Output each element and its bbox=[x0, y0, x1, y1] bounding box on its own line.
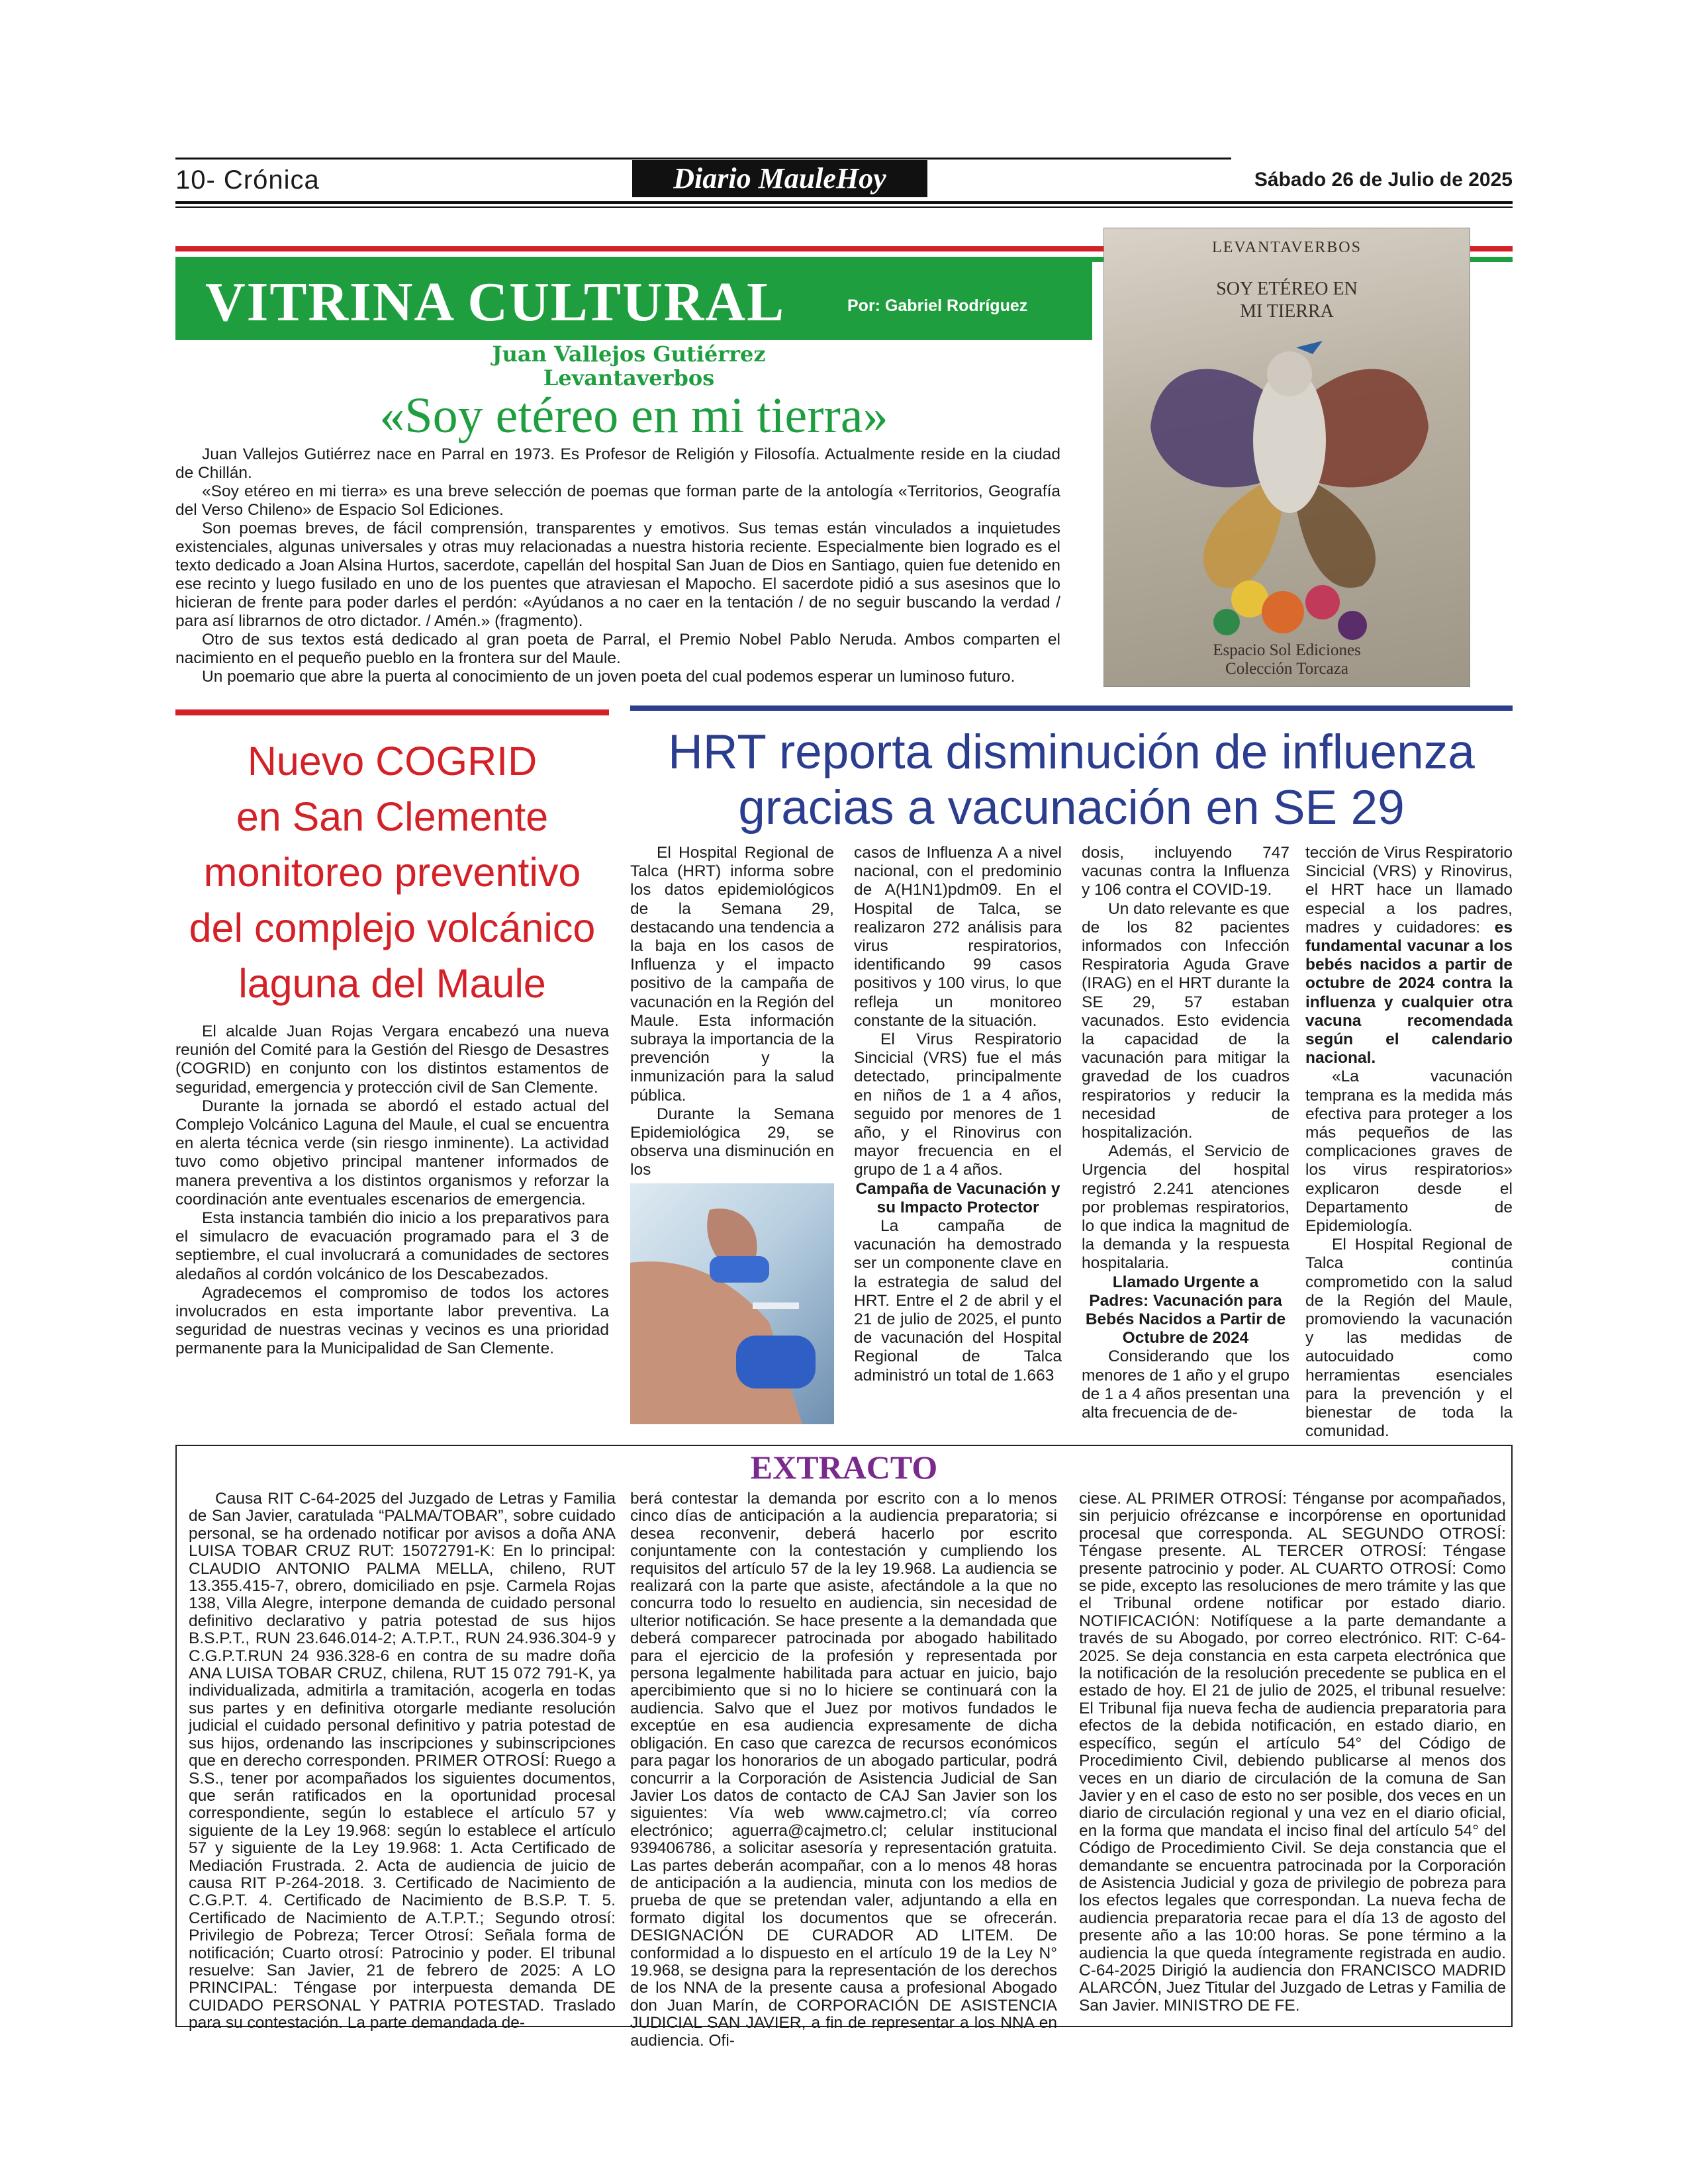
paragraph: Otro de sus textos está dedicado al gran poeta de Parral, el Premio Nobel Pablo Neruda. Ambos comparten el nacimiento en el pequeño pueblo en la frontera sur del Maule. bbox=[175, 631, 1060, 667]
book-author: Juan Vallejos Gutiérrez bbox=[492, 341, 766, 367]
headline-line: Nuevo COGRID bbox=[247, 739, 538, 784]
cogrid-article-body bbox=[175, 1023, 609, 1359]
book-title: «Soy etéreo en mi tierra» bbox=[379, 388, 888, 443]
header-bottom-rule bbox=[175, 201, 1513, 204]
extracto-column-2 bbox=[630, 1490, 1057, 2050]
paragraph: Un dato relevante es que de los 82 pacientes informados con Infección Respiratoria Aguda Grave (IRAG) en el HRT durante la SE 29, 57 estaban vacunados. Esto evidencia la capacidad de la vacunación para mitigar la gravedad de los cuadros respiratorios y reducir la necesidad de hospitalización. bbox=[1082, 899, 1289, 1142]
paragraph: Un poemario que abre la puerta al conocimiento de un joven poeta del cual podemos esperar un luminoso futuro. bbox=[202, 668, 1015, 686]
hrt-column-4 bbox=[1305, 844, 1513, 1441]
paragraph: El Virus Respiratorio Sincicial (VRS) fue el más detectado, principalmente en niños de 1 a 4 años, seguido por menores de 1 año, y el Rinovirus con mayor frecuencia en el grupo de 1 a 4 años. bbox=[854, 1030, 1062, 1179]
header-top-rule bbox=[175, 158, 1231, 159]
cover-collection: Colección Torcaza bbox=[1225, 660, 1348, 678]
vitrina-article-body bbox=[175, 445, 1060, 686]
paragraph: Durante la jornada se abordó el estado actual del Complejo Volcánico Laguna del Maule, el cual se encuentra en alerta técnica verde (sin riesgo inminente). La actividad tuvo como objetivo principal mantener informados de manera preventiva a los distintos organismos y reforzar la coordinación ante eventuales escenarios de emergencia. bbox=[175, 1097, 609, 1208]
headline-line: en San Clemente bbox=[236, 794, 549, 839]
tricolor-bar-top bbox=[175, 246, 1235, 262]
legal-text: Causa RIT C-64-2025 del Juzgado de Letras y Familia de San Javier, caratulada “PALMA/TOBAR”, sobre cuidado personal, se ha ordenado notificar por avisos a doña ANA LUISA TOBAR CRUZ RUT: 15072791-K: En lo principal: CLAUDIO ANTONIO PALMA MELLA, chileno, RUT 13.355.415-7, obrero, domiciliado en psje. Carmela Rojas 138, Villa Alegre, interpone demanda de cuidado personal definitivo declarativo y patria potestad de sus hijos B.S.P.T., RUN 23.646.014-2; A.T.P.T., RUN 24.936.304-9 y C.G.P.T.RUN 24 936.328-6 en contra de su madre doña ANA LUISA TOBAR CRUZ, chilena, RUT 15 072 791-K, ya individualizada, admitirla a tramitación, acogerla en todas sus partes y en definitiva otorgarle mediante resolución judicial el cuidado personal definitivo y patria potestad de sus hijos, ordenando las inscripciones y subinscripciones que en derecho corresponden. PRIMER OTROSÍ: Ruego a S.S., tener por acompañados los siguientes documentos, que serán ratificados en la oportunidad procesal correspondiente, según lo establece el artículo 57 y siguiente de la Ley 19.968: según lo establece el artículo 57 y siguiente de la Ley 19.968: 1. Acta Certificado de Mediación Frustrada. 2. Acta de audiencia de juicio de causa RIT P-264-2018. 3. Certificado de Nacimiento de C.G.P.T. 4. Certificado de Nacimiento de B.S.P. T. 5. Certificado de Nacimiento de A.T.P.T.; Segundo otrosí: Privilegio de Pobreza; Tercer Otrosí: Señala forma de notificación; Cuarto otrosí: Patrocinio y poder. El tribunal resuelve: San Javier, 21 de febrero de 2025: A LO PRINCIPAL: Téngase por interpuesta demanda DE CUIDADO PERSONAL Y PATRIA POTESTAD. Traslado para su contestación. La parte demandada de- bbox=[189, 1490, 616, 2032]
paragraph: Juan Vallejos Gutiérrez nace en Parral en 1973. Es Profesor de Religión y Filosofía. Actualmente reside en la ciudad de Chillán. bbox=[175, 445, 1060, 482]
paragraph: «Soy etéreo en mi tierra» es una breve selección de poemas que forman parte de la antología «Territorios, Geografía del Verso Chileno» de Espacio Sol Ediciones. bbox=[175, 482, 1060, 519]
section-label: 10- Crónica bbox=[175, 165, 320, 195]
paragraph bbox=[1305, 844, 1513, 1068]
byline: Por: Gabriel Rodríguez bbox=[847, 296, 1028, 315]
hrt-column-1 bbox=[630, 844, 834, 1180]
header-bottom-rule-2 bbox=[175, 206, 1513, 208]
vaccination-illustration bbox=[630, 1183, 834, 1424]
cover-title-line: MI TIERRA bbox=[1240, 301, 1334, 322]
headline-line: laguna del Maule bbox=[238, 961, 546, 1006]
book-cover-image bbox=[1103, 228, 1470, 687]
cogrid-top-rule bbox=[175, 709, 609, 715]
subheading: Llamado Urgente a Padres: Vacunación para Bebés Nacidos a Partir de Octubre de 2024 bbox=[1085, 1273, 1286, 1347]
cover-title-line: SOY ETÉREO EN bbox=[1216, 279, 1358, 299]
section-title: VITRINA CULTURAL bbox=[205, 271, 786, 333]
masthead-logo: Diario MauleHoy bbox=[632, 160, 927, 197]
paragraph: Además, el Servicio de Urgencia del hospital registró 2.241 atenciones por problemas respiratorios, lo que indica la magnitud de la demanda y la respuesta hospitalaria. bbox=[1082, 1142, 1289, 1273]
paragraph: La campaña de vacunación ha demostrado ser un componente clave en la estrategia de salud del HRT. Entre el 2 de abril y el 21 de julio de 2025, el punto de vacunación del Hospital Regional de Talca administró un total de 1.663 bbox=[854, 1217, 1062, 1385]
paragraph: casos de Influenza A a nivel nacional, con el predominio de A(H1N1)pdm09. En el Hospital de Talca, se realizaron 272 análisis para virus respiratorios, identificando 99 casos positivos y 100 virus, lo que refleja un monitoreo constante de la situación. bbox=[854, 844, 1062, 1030]
extracto-column-1 bbox=[189, 1490, 616, 2032]
emphasis-text: es fundamental vacunar a los bebés nacidos a partir de octubre de 2024 contra la influenza y cualquier otra vacuna recomendada según el calendario nacional. bbox=[1305, 918, 1513, 1068]
paragraph-text: tección de Virus Respiratorio Sincicial (VRS) y Rinovirus, el HRT hace un llamado especial a los padres, madres y cuidadores: bbox=[1305, 844, 1513, 936]
paragraph: El Hospital Regional de Talca continúa comprometido con la salud de la Región del Maule, promoviendo la vacunación y las medidas de autocuidado como herramientas esenciales para la prevención y el bienestar de toda la comunidad. bbox=[1305, 1236, 1513, 1441]
legal-text: ciese. AL PRIMER OTROSÍ: Ténganse por acompañados, sin perjuicio ofrézcanse e incorpórense en oportunidad procesal que corresponda. AL SEGUNDO OTROSÍ: Téngase presente. AL TERCER OTROSÍ: Téngase presente patrocinio y poder. AL CUARTO OTROSÍ: Como se pide, excepto las resoluciones de mero trámite y las que el Tribunal ordene notificar por estado diario. NOTIFICACIÓN: Notifíquese a la parte demandante a través de su Abogado, por correo electrónico. RIT: C-64-2025. Se deja constancia en esta carpeta electrónica que la notificación de la resolución precedente se publica en el estado de hoy. El 21 de julio de 2025, el tribunal resuelve: El Tribunal fija nueva fecha de audiencia preparatoria para efectos de la debida notificación, en estado diario, en específico, según el artículo 54° del Código de Procedimiento Civil, debiendo publicarse al menos dos veces en un diario de circulación de la comuna de San Javier y en el caso de esto no ser posible, dos veces en un diario de circulación regional y una vez en el diario oficial, en la forma que mandata el inciso final del artículo 54° del Código de Procedimiento Civil. Se deja constancia que el demandante se encuentra patrocinada por la Corporación de Asistencia Judicial y goza de privilegio de pobreza para los efectos legales que correspondan. La nueva fecha de audiencia preparatoria recae para el día 13 de agosto del presente año a las 10:00 horas. Se pone término a la audiencia la que queda íntegramente registrada en audio. C-64-2025 Dirigió la audiencia don FRANCISCO MADRID ALARCÓN, Juez Titular del Juzgado de Letras y Familia de San Javier. MINISTRO DE FE. bbox=[1079, 1490, 1506, 2015]
legal-text: berá contestar la demanda por escrito con a lo menos cinco días de anticipación a la audiencia preparatoria; si desea reconvenir, deberá hacerlo por escrito conjuntamente con la contestación y cumpliendo los requisitos del artículo 57 de la ley 19.968. La audiencia se realizará con la parte que asiste, afectándole a la que no concurra todo lo resuelto en audiencia, sin necesidad de ulterior notificación. Se hace presente a la demandada que deberá comparecer patrocinada por abogado habilitado para el ejercicio de la profesión y representada por persona legalmente habilitada para actuar en juicio, bajo apercibimiento que si no lo hiciere se continuará con la audiencia. Salvo que el Juez por motivos fundados le exceptúe en esa audiencia expresamente de dicha obligación. En caso que carezca de recursos económicos para pagar los honorarios de un abogado particular, podrá concurrir a la Corporación de Asistencia Judicial de San Javier Los datos de contacto de CAJ San Javier son los siguientes: Vía web www.cajmetro.cl; vía correo electrónico; aguerra@cajmetro.cl; celular institucional 939406786, a solicitar asesoría y representación gratuita. Las partes deberán acompañar, con a lo menos 48 horas de anticipación a la audiencia, minuta con los medios de prueba de que se pretendan valer, adjuntando a ella en formato digital los documentos que se ofrecerán. DESIGNACIÓN DE CURADOR AD LITEM. De conformidad a lo dispuesto en el artículo 19 de la Ley N° 19.968, se designa para la representación de los derechos de los NNA de la presente causa a profesional Abogado don Juan Marín, de CORPORACIÓN DE ASISTENCIA JUDICIAL SAN JAVIER, a fin de representar a los NNA en audiencia. Ofi- bbox=[630, 1490, 1057, 2050]
tricolor-bar-right bbox=[1469, 246, 1513, 262]
headline-line: gracias a vacunación en SE 29 bbox=[738, 781, 1405, 835]
vaccination-photo bbox=[630, 1183, 834, 1424]
hrt-column-2 bbox=[854, 844, 1062, 1385]
headline-line: del complejo volcánico bbox=[189, 905, 596, 950]
cover-illustration bbox=[1104, 228, 1470, 686]
extracto-title: EXTRACTO bbox=[750, 1449, 938, 1486]
hrt-top-rule bbox=[630, 705, 1513, 711]
issue-date: Sábado 26 de Julio de 2025 bbox=[1254, 169, 1513, 191]
paragraph: El Hospital Regional de Talca (HRT) informa sobre los datos epidemiológicos de la Semana 29, destacando una tendencia a la baja en los casos de Influenza y el impacto positivo de la campaña de vacunación en la Región del Maule. Esta información subraya la importancia de la prevención y la inmunización para la salud pública. bbox=[630, 844, 834, 1105]
hrt-headline bbox=[630, 725, 1513, 836]
subheading: Campaña de Vacunación y su Impacto Protector bbox=[855, 1179, 1060, 1216]
paragraph: Agradecemos el compromiso de todos los actores involucrados en esta importante labor preventiva. La seguridad de nuestras vecinas y vecinos es una prioridad permanente para la Municipalidad de San Clemente. bbox=[175, 1283, 609, 1358]
paragraph: Durante la Semana Epidemiológica 29, se observa una disminución en los bbox=[630, 1105, 834, 1179]
headline-line: HRT reporta disminución de influenza bbox=[668, 725, 1475, 779]
cogrid-headline bbox=[175, 733, 609, 1011]
extracto-column-3 bbox=[1079, 1490, 1506, 2015]
paragraph: Considerando que los menores de 1 año y el grupo de 1 a 4 años presentan una alta frecuencia de de- bbox=[1082, 1347, 1289, 1422]
hrt-column-3 bbox=[1082, 844, 1289, 1422]
paragraph: Esta instancia también dio inicio a los preparativos para el simulacro de evacuación programado para el 3 de septiembre, el cual involucrará a comunidades de sectores aledaños al cordón volcánico de los Descabezados. bbox=[175, 1209, 609, 1283]
cover-publisher: Espacio Sol Ediciones bbox=[1213, 641, 1361, 659]
cover-label: LEVANTAVERBOS bbox=[1212, 239, 1362, 256]
book-publisher-line: Levantaverbos bbox=[543, 365, 715, 390]
paragraph: «La vacunación temprana es la medida más efectiva para proteger a los más pequeños de las complicaciones graves de los virus respiratorios» explicaron desde el Departamento de Epidemiología. bbox=[1305, 1068, 1513, 1236]
paragraph: El alcalde Juan Rojas Vergara encabezó una nueva reunión del Comité para la Gestión del Riesgo de Desastres (COGRID) en conjunto con los distintos estamentos de seguridad, emergencia y protección civil de San Clemente. bbox=[175, 1023, 609, 1097]
headline-line: monitoreo preventivo bbox=[203, 850, 581, 895]
paragraph: Son poemas breves, de fácil comprensión, transparentes y emotivos. Sus temas están vinculados a inquietudes existenciales, algunas universales y otras muy relacionadas a nuestra historia reciente. Especialmente bien logrado es el texto dedicado a Joan Alsina Hurtos, sacerdote, capellán del hospital San Juan de Dios en Santiago, quien fue detenido en ese recinto y luego fusilado en uno de los puentes que atraviesan el Mapocho. El sacerdote pidió a sus asesinos que lo hicieran de frente para poder darles el perdón: «Ayúdanos a no caer en la tentación / de no seguir buscando la verdad / para así librarnos de otro dictador. / Amén.» (fragmento). bbox=[175, 520, 1060, 630]
paragraph: dosis, incluyendo 747 vacunas contra la Influenza y 106 contra el COVID-19. bbox=[1082, 844, 1289, 899]
